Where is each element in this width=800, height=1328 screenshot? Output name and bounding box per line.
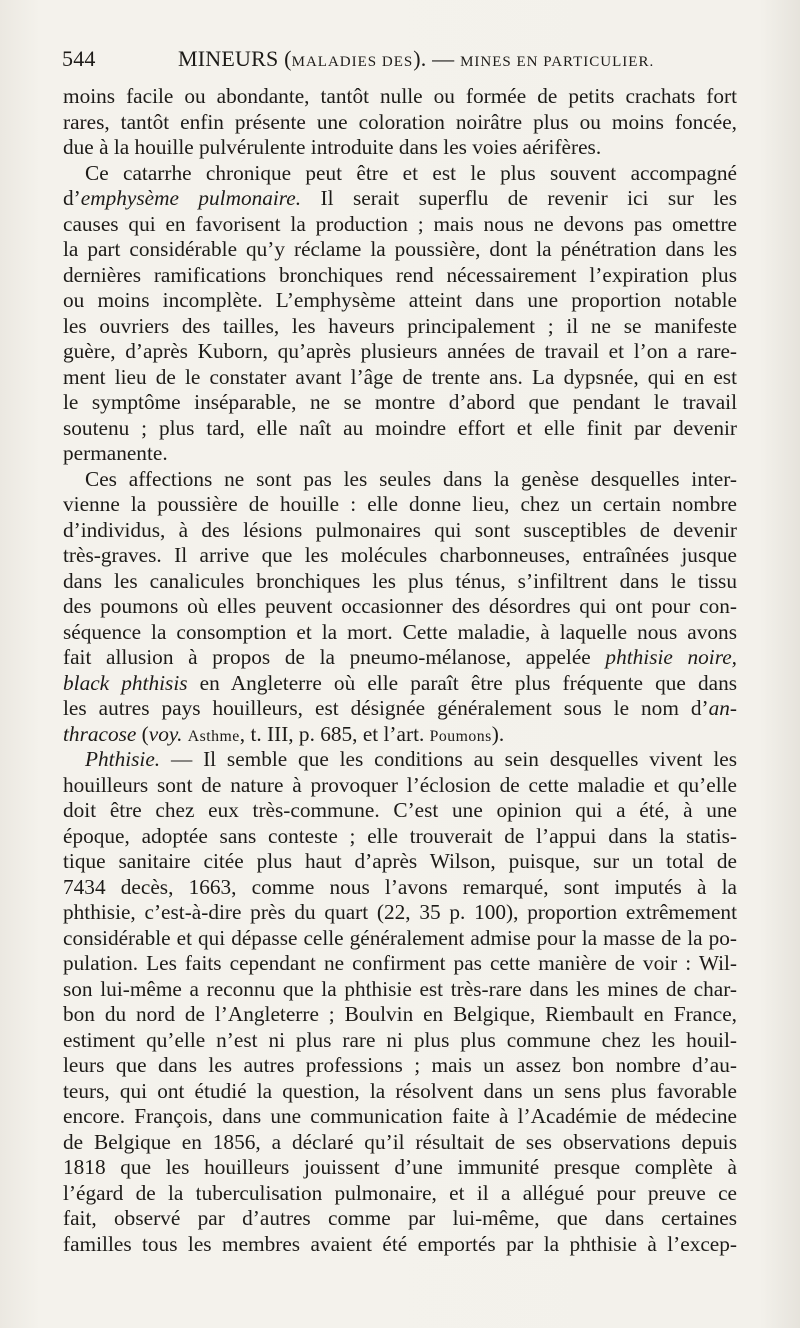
text-line: dans les canalicules bronchiques les plus ténus, s’infiltrent dans le tissu (63, 568, 737, 593)
text-line: considérable et qui dépasse celle généralement admise pour la masse de la po- (63, 925, 737, 950)
running-title-section: MINES EN PARTICULIER. (460, 54, 655, 70)
text-line: familles tous les membres avaient été emportés par la phthisie à l’excep- (63, 1231, 737, 1256)
text-line: Ces affections ne sont pas les seules dans la genèse desquelles inter- (85, 466, 737, 491)
italic-term: emphysème pulmonaire. (80, 186, 302, 210)
text-line: encore. François, dans une communication faite à l’Académie de médecine (63, 1104, 737, 1128)
text-line: soutenu ; plus tard, elle naît au moindre effort et elle finit par devenir (63, 415, 737, 440)
text-line: d’individus, à des lésions pulmonaires qui sont susceptibles de devenir (63, 517, 737, 542)
small-caps-ref: Asthme (187, 727, 240, 745)
text-line: très-graves. Il arrive que les molécules charbonneuses, entraînées jusque (63, 543, 737, 567)
text-line (63, 747, 737, 773)
section-heading: Phthisie. (85, 747, 161, 771)
text-line: guère, d’après Kuborn, qu’après plusieurs années de travail et l’on a rare- (63, 339, 737, 363)
text-line: des poumons où elles peuvent occasionner des désordres qui ont pour con- (63, 594, 737, 618)
running-title (178, 46, 654, 72)
text-line: 7434 decès, 1663, comme nous l’avons remarqué, sont imputés à la (63, 874, 737, 899)
text-line: permanente. (63, 441, 168, 465)
text-line: tique sanitaire citée plus haut d’après Wilson, puisque, sur un total de (63, 849, 737, 873)
text-line: fait, observé par d’autres comme par lui-même, que dans certaines (63, 1206, 737, 1230)
text-line: 1818 que les houilleurs jouissent d’une immunité presque complète à (63, 1155, 737, 1179)
small-caps-ref: Poumons (429, 727, 492, 745)
text-run: ). (491, 721, 505, 746)
text-run: d’ (63, 186, 81, 210)
text-line: houilleurs sont de nature à provoquer l’éclosion de cette maladie et qu’elle (63, 772, 737, 797)
text-line: rares, tantôt enfin présente une coloration noirâtre plus ou moins foncée, (63, 109, 737, 134)
text-line: le symptôme inséparable, ne se montre d’abord que pendant le travail (63, 390, 737, 414)
text-line (63, 722, 737, 748)
text-run: fait allusion à propos de la pneumo-mélanose, appelée (63, 645, 606, 669)
text-line: estiment qu’elle n’est ni plus rare ni plus plus commune chez les houil- (63, 1027, 737, 1052)
text-run: — Il semble que les conditions au sein desquelles vivent les (160, 747, 737, 771)
text-run: les autres pays houilleurs, est désignée généralement sous le nom d’ (63, 696, 709, 720)
text-run: en Angleterre où elle paraît être plus fréquente que dans (187, 670, 737, 695)
page-header (62, 46, 738, 78)
text-line: de Belgique en 1856, a déclaré qu’il résultait de ses observations depuis (63, 1129, 737, 1154)
running-title-separator: ). — (413, 46, 461, 71)
italic-term: phthisie noire, (605, 645, 737, 669)
running-title-subject: MALADIES DES (291, 54, 414, 70)
text-line: séquence la consomption et la mort. Cette maladie, à laquelle nous avons (63, 619, 737, 644)
text-line: les ouvriers des tailles, les haveurs principalement ; il ne se manifeste (63, 313, 737, 338)
text-line: moins facile ou abondante, tantôt nulle ou formée de petits crachats fort (63, 84, 737, 108)
italic-term: thracose (63, 721, 137, 746)
text-run: , t. III, p. 685, et l’art. (239, 721, 430, 746)
text-line (63, 186, 737, 212)
text-line: Ce catarrhe chronique peut être et est le plus souvent accompagné (85, 160, 737, 185)
italic-term: voy. (148, 721, 183, 746)
text-line: son lui-même a reconnu que la phthisie est très-rare dans les mines de char- (63, 976, 737, 1001)
text-line (63, 696, 737, 722)
text-run: ( (136, 721, 149, 746)
text-run: Il serait superflu de revenir ici sur les (301, 186, 737, 210)
text-line: la part considérable qu’y réclame la poussière, dont la pénétration dans les (63, 237, 737, 261)
text-line: ou moins incomplète. L’emphysème atteint dans une proportion notable (63, 288, 737, 312)
text-line: leurs que dans les autres professions ; mais un assez bon nombre d’au- (63, 1053, 737, 1077)
italic-term: an- (708, 696, 737, 720)
italic-term: black phthisis (63, 670, 188, 695)
text-line: époque, adoptée sans conteste ; elle trouverait de l’appui dans la statis- (63, 823, 737, 848)
text-line: doit être chez eux très-commune. C’est une opinion qui a été, à une (63, 798, 737, 822)
text-line: l’égard de la tuberculisation pulmonaire, et il a allégué pour preuve ce (63, 1180, 737, 1205)
text-line (63, 645, 737, 671)
text-line: due à la houille pulvérulente introduite dans les voies aérifères. (63, 135, 602, 159)
text-line: causes qui en favorisent la production ; mais nous ne devons pas omettre (63, 211, 737, 236)
body-text (63, 84, 737, 1257)
text-line (63, 671, 737, 697)
text-line: teurs, qui ont étudié la question, la résolvent dans un sens plus favorable (63, 1078, 737, 1103)
text-line: pulation. Les faits cependant ne confirment pas cette manière de voir : Wil- (63, 951, 737, 975)
page-number: 544 (62, 46, 96, 71)
text-line: phthisie, c’est-à-dire près du quart (22, 35 p. 100), proportion extrêmement (63, 900, 737, 924)
text-line: dernières ramifications bronchiques rend nécessairement l’expiration plus (63, 262, 737, 287)
running-title-main: MINEURS ( (178, 46, 292, 71)
text-line: bon du nord de l’Angleterre ; Boulvin en Belgique, Riembault en France, (63, 1002, 737, 1026)
text-line: vienne la poussière de houille : elle donne lieu, chez un certain nombre (63, 492, 737, 516)
text-line: ment lieu de le constater avant l’âge de trente ans. La dypsnée, qui en est (63, 364, 737, 389)
